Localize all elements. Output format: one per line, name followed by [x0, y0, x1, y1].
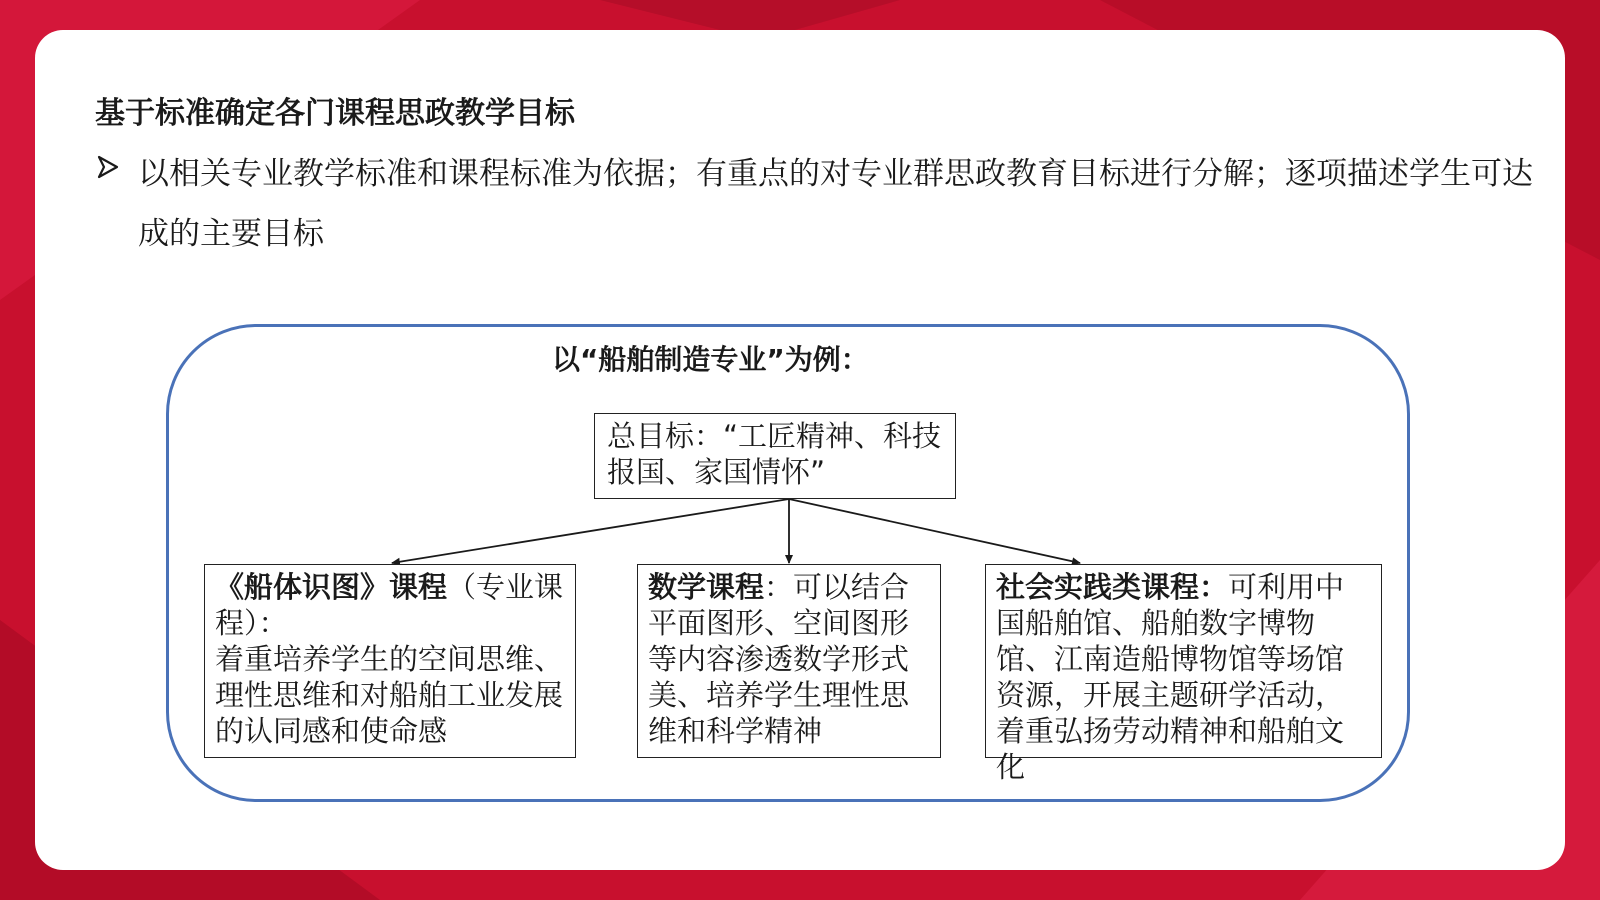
example-heading: 以“船舶制造专业”为例： — [552, 343, 869, 376]
course-title: 社会实践类课程： — [996, 570, 1229, 604]
bullet-text: 以相关专业教学标准和课程标准为依据；有重点的对专业群思政教育目标进行分解；逐项描述学生可达成的主要目标 — [138, 156, 1533, 252]
goal-text: 总目标：“工匠精神、科技报国、家国情怀” — [607, 419, 942, 489]
course-box-math — [637, 564, 941, 758]
course-title: 《船体识图》课程 — [215, 570, 448, 604]
course-body: 着重培养学生的空间思维、理性思维和对船舶工业发展的认同感和使命感 — [215, 642, 564, 748]
course-subtitle: ：可以结合平面图形、空间图形等内容渗透数学形式美、培养学生理性思维和科学精神 — [648, 570, 910, 748]
goal-box — [594, 413, 956, 499]
course-box-social-practice — [985, 564, 1382, 784]
bullet-arrow-icon — [95, 154, 121, 180]
course-subtitle: 可利用中国船舶馆、船舶数字博物馆、江南造船博物馆等场馆资源，开展主题研学活动，着重弘扬劳动精神和船舶文化 — [996, 570, 1345, 784]
course-title: 数学课程 — [648, 570, 765, 604]
course-subtitle: （专业课程）： — [215, 570, 564, 640]
course-box-ship-drawing — [204, 564, 576, 758]
slide-title: 基于标准确定各门课程思政教学目标 — [95, 96, 575, 131]
